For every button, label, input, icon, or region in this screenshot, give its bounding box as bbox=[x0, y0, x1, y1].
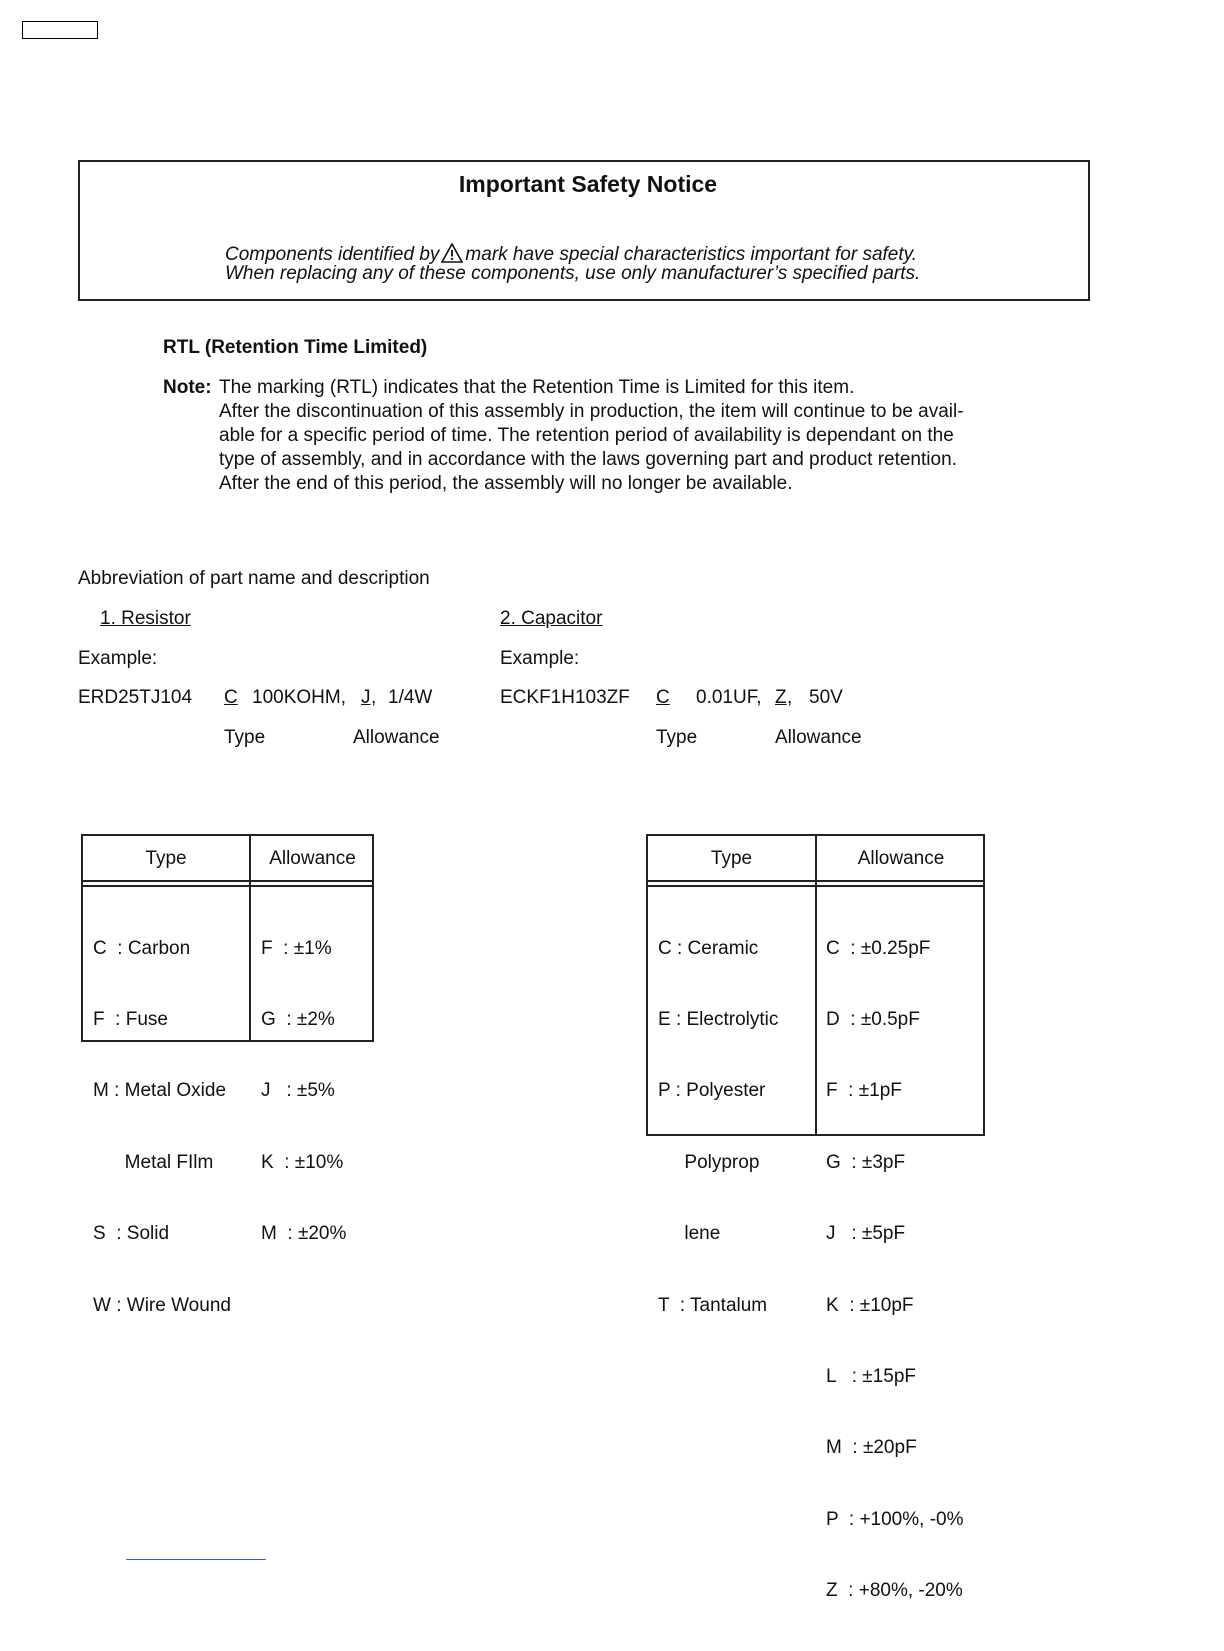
list-item: W : Wire Wound bbox=[93, 1294, 231, 1316]
capacitor-allowance-comma: , bbox=[787, 687, 793, 708]
list-item: lene bbox=[658, 1223, 721, 1245]
resistor-value: 100KOHM, bbox=[252, 687, 346, 708]
list-item: T : Tantalum bbox=[658, 1294, 768, 1316]
rtl-note-line: The marking (RTL) indicates that the Retention Time is Limited for this item. bbox=[219, 377, 855, 398]
capacitor-allowance-label: Allowance bbox=[775, 727, 862, 748]
list-item: M : ±20pF bbox=[826, 1437, 917, 1459]
capacitor-type-list bbox=[658, 889, 778, 1365]
rtl-note-line: type of assembly, and in accordance with the laws governing part and product retention. bbox=[219, 449, 957, 470]
resistor-rating: 1/4W bbox=[388, 687, 433, 708]
capacitor-type-code: C bbox=[656, 687, 670, 708]
resistor-section-title: 1. Resistor bbox=[100, 608, 191, 629]
safety-notice-line-1-suffix: mark have special characteristics important for safety. bbox=[465, 244, 918, 265]
resistor-allowance-code: J bbox=[361, 687, 371, 708]
table-header-separator bbox=[648, 880, 983, 882]
resistor-allowance-comma: , bbox=[371, 687, 377, 708]
capacitor-part-number: ECKF1H103ZF bbox=[500, 687, 630, 708]
resistor-type-list bbox=[93, 889, 231, 1365]
list-item: C : Ceramic bbox=[658, 937, 759, 959]
list-item: F : ±1pF bbox=[826, 1080, 902, 1102]
resistor-table-allowance-header: Allowance bbox=[269, 848, 356, 869]
list-item: M : Metal Oxide bbox=[93, 1080, 227, 1102]
resistor-table-type-header: Type bbox=[145, 848, 187, 869]
capacitor-allowance-code: Z bbox=[775, 687, 787, 708]
safety-notice-line-1-prefix: Components identified by bbox=[225, 244, 440, 265]
list-item: Metal FIlm bbox=[93, 1151, 214, 1173]
capacitor-rating: 50V bbox=[809, 687, 843, 708]
resistor-example-label: Example: bbox=[78, 648, 158, 669]
table-header-separator bbox=[648, 885, 983, 887]
resistor-allowance-label: Allowance bbox=[353, 727, 440, 748]
list-item: L : ±15pF bbox=[826, 1365, 916, 1387]
capacitor-table-allowance-header: Allowance bbox=[857, 848, 945, 869]
safety-notice-line-2: When replacing any of these components, use only manufacturer’s specified parts. bbox=[225, 263, 921, 284]
list-item: S : Solid bbox=[93, 1223, 170, 1245]
capacitor-code-table bbox=[646, 834, 985, 1602]
footer-link-line bbox=[126, 1559, 266, 1560]
page-number-box bbox=[22, 21, 98, 39]
resistor-allowance-list bbox=[261, 889, 346, 1294]
capacitor-table-type-header: Type bbox=[710, 848, 753, 869]
abbreviation-heading: Abbreviation of part name and description bbox=[78, 568, 430, 589]
rtl-note-line: After the discontinuation of this assembly in production, the item will continue to be avail- bbox=[219, 401, 964, 422]
list-item: K : ±10% bbox=[261, 1151, 344, 1173]
rtl-note-line: After the end of this period, the assembly will no longer be available. bbox=[219, 473, 793, 494]
list-item: G : ±2% bbox=[261, 1008, 335, 1030]
list-item: Polyprop bbox=[658, 1151, 760, 1173]
table-header-separator bbox=[83, 885, 372, 887]
capacitor-example-label: Example: bbox=[500, 648, 580, 669]
resistor-code-table bbox=[81, 834, 374, 1316]
resistor-type-label: Type bbox=[224, 727, 266, 748]
list-item: F : Fuse bbox=[93, 1008, 168, 1030]
resistor-type-code: C bbox=[224, 687, 238, 708]
table-header-separator bbox=[83, 880, 372, 882]
capacitor-type-label: Type bbox=[656, 727, 698, 748]
rtl-title: RTL (Retention Time Limited) bbox=[163, 337, 428, 358]
list-item: G : ±3pF bbox=[826, 1151, 906, 1173]
list-item: J : ±5pF bbox=[826, 1223, 906, 1245]
list-item: F : ±1% bbox=[261, 937, 332, 959]
list-item: P : Polyester bbox=[658, 1080, 766, 1102]
list-item: J : ±5% bbox=[261, 1080, 335, 1102]
list-item: C : Carbon bbox=[93, 937, 191, 959]
list-item: D : ±0.5pF bbox=[826, 1008, 920, 1030]
list-item: Z : +80%, -20% bbox=[826, 1580, 963, 1602]
capacitor-section-title: 2. Capacitor bbox=[500, 608, 603, 629]
list-item: P : +100%, -0% bbox=[826, 1508, 964, 1530]
rtl-note-line: able for a specific period of time. The retention period of availability is dependant on the bbox=[219, 425, 954, 446]
capacitor-allowance-list bbox=[826, 889, 963, 1651]
safety-notice-title: Important Safety Notice bbox=[458, 171, 718, 197]
resistor-part-number: ERD25TJ104 bbox=[78, 687, 193, 708]
rtl-note-label: Note: bbox=[163, 377, 212, 398]
list-item: C : ±0.25pF bbox=[826, 937, 931, 959]
list-item: K : ±10pF bbox=[826, 1294, 914, 1316]
list-item: M : ±20% bbox=[261, 1223, 347, 1245]
list-item: E : Electrolytic bbox=[658, 1008, 779, 1030]
capacitor-value: 0.01UF, bbox=[696, 687, 762, 708]
